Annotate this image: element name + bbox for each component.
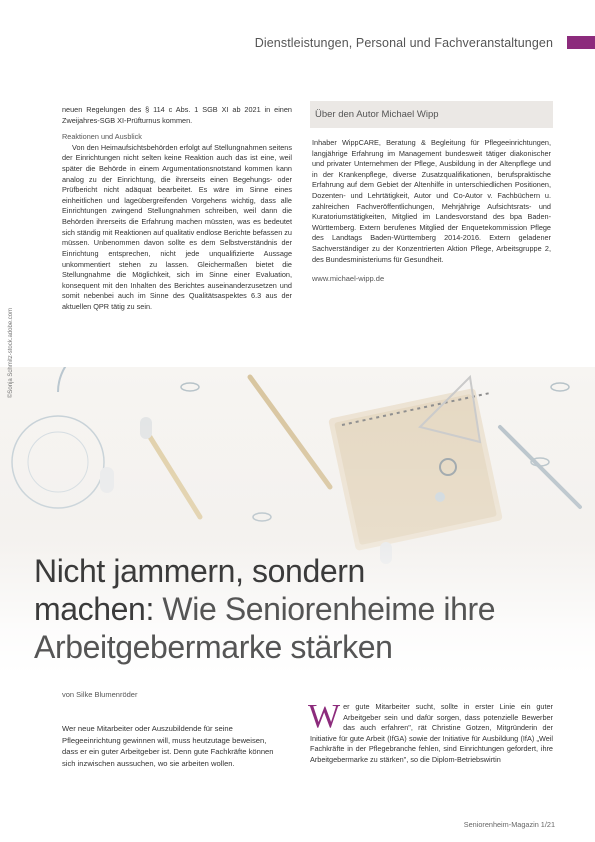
byline: von Silke Blumenröder: [62, 690, 138, 699]
left-para-1: neuen Regelungen des § 114 c Abs. 1 SGB XI ab 2021 in einen Zweijahres-SGB XI-Prüfturnus kommen.: [62, 105, 292, 125]
headline-line-2: Wie Seniorenheime ihre: [153, 591, 496, 627]
photo-credit: ©Sonja Schmitz-stock.adobe.com: [8, 307, 14, 398]
article-body: [308, 698, 553, 766]
headline-line-3: Arbeitgebermarke stärken: [34, 629, 393, 665]
article-intro: Wer neue Mitarbeiter oder Auszubildende für seine Pflegeeinrichtung gewinnen will, muss heutzutage beweisen, dass er ein guter Arbeitgeber ist. Denn gute Fachkräfte können sich inzwischen aussuchen, wo sie arbeiten wollen.: [62, 724, 274, 768]
article-headline: [34, 552, 574, 666]
author-box-title: Über den Autor Michael Wipp: [310, 101, 553, 128]
left-para-2: Von den Heimaufsichtsbehörden erfolgt auf Stellungnahmen seitens der Einrichtungen nicht selten keine Reaktion auch das ist eine, weil später die Behörde in einem Argumentationsnotstand kommen kann analog zu der Einrichtung, die ihrerseits einen Begehungs- oder Prüfbericht nicht adäquat bearbeitet. Es wäre im Sinne eines einheitlichen und lageübergreifenden Vorgehens wichtig, dass alle Einrichtungen zwingend Stellungnahmen schreiben, weil dann die Behörden ihrerseits die Erfahrung machen müssten, was es bedeutet sich ständig mit Reaktionen auf qualitativ endlose Berichte befassen zu müssen. Unbenommen davon sollte es dem Selbstverständnis der Einrichtung entsprechen, nicht jede unqualifizierte Aussage unkommentiert stehen zu lassen. Gleichermaßen bietet die Stellungnahme die Möglichkeit, sich im Sinne einer Evaluation, konsequent mit den Inhalten des Berichtes auseinanderzusetzen und somit nebenbei auch im Sinne des Qualitätsaspektes 6.3 aus der aktuellen QPR tätig zu sein.: [62, 142, 292, 311]
author-box-body: [310, 128, 553, 285]
left-column: [62, 105, 292, 313]
author-bio: Inhaber WippCARE, Beratung & Begleitung für Pflegeeinrichtungen, langjährige Erfahrung im Management bundesweit tätiger diakonischer und privater Unternehmen der Pflege, Ausbildung in der Altenpflege und in der Krankenpflege, diverse Zusatzqualifikationen, berufspraktische Erfahrung auf dem Gebiet der Altenhilfe in unterschiedlichen Positionen, Dozenten- und Lehrtätigkeit, Autor und Co-Autor v. Fachbüchern u. zahlreichen Fachveröffentlichungen, Mehrjährige Aufsichtsrats- und Kuratoriumstätigkeiten, Mitglied im Landesvorstand des bpa Baden-Württemberg. Extern berufenes Mitglied der Enquetekommission Pflege des Landtags Baden-Württemberg 2014-2016. Extern geladener Sachverständiger zu der Konzentrierten Aktion Pflege, Arbeitsgruppe 2, des Bundesministeriums für Gesundheit.: [312, 138, 551, 264]
author-website-link[interactable]: www.michael-wipp.de: [312, 274, 385, 284]
page-footer: Seniorenheim-Magazin 1/21: [463, 820, 555, 829]
author-box: [310, 101, 553, 285]
article-text: er gute Mitarbeiter sucht, sollte in erster Linie ein guter Arbeitgeber sein und dafür sorgen, dass potenzielle Bewerber das auch erfahren", rät Christine Gotzen, Mitgründerin der Initiative für gute Arbeit (IfGA) sowie der Initiative für Ausbildung (IfA) „Weil Fachkräfte in der Pflegebranche fehlen, sind Einrichtungen gefordert, ihre Arbeitgebermarke zu stärken", so die Diplom-Betriebswirtin: [310, 702, 553, 765]
drop-cap: W: [308, 698, 341, 735]
section-color-bar: [567, 36, 595, 49]
left-subheading: Reaktionen und Ausblick: [62, 132, 142, 142]
headline-line-1: Nicht jammern, sondern: [34, 553, 365, 589]
headline-emphasis: machen:: [34, 591, 154, 627]
section-title: Dienstleistungen, Personal und Fachveranstaltungen: [254, 36, 553, 50]
